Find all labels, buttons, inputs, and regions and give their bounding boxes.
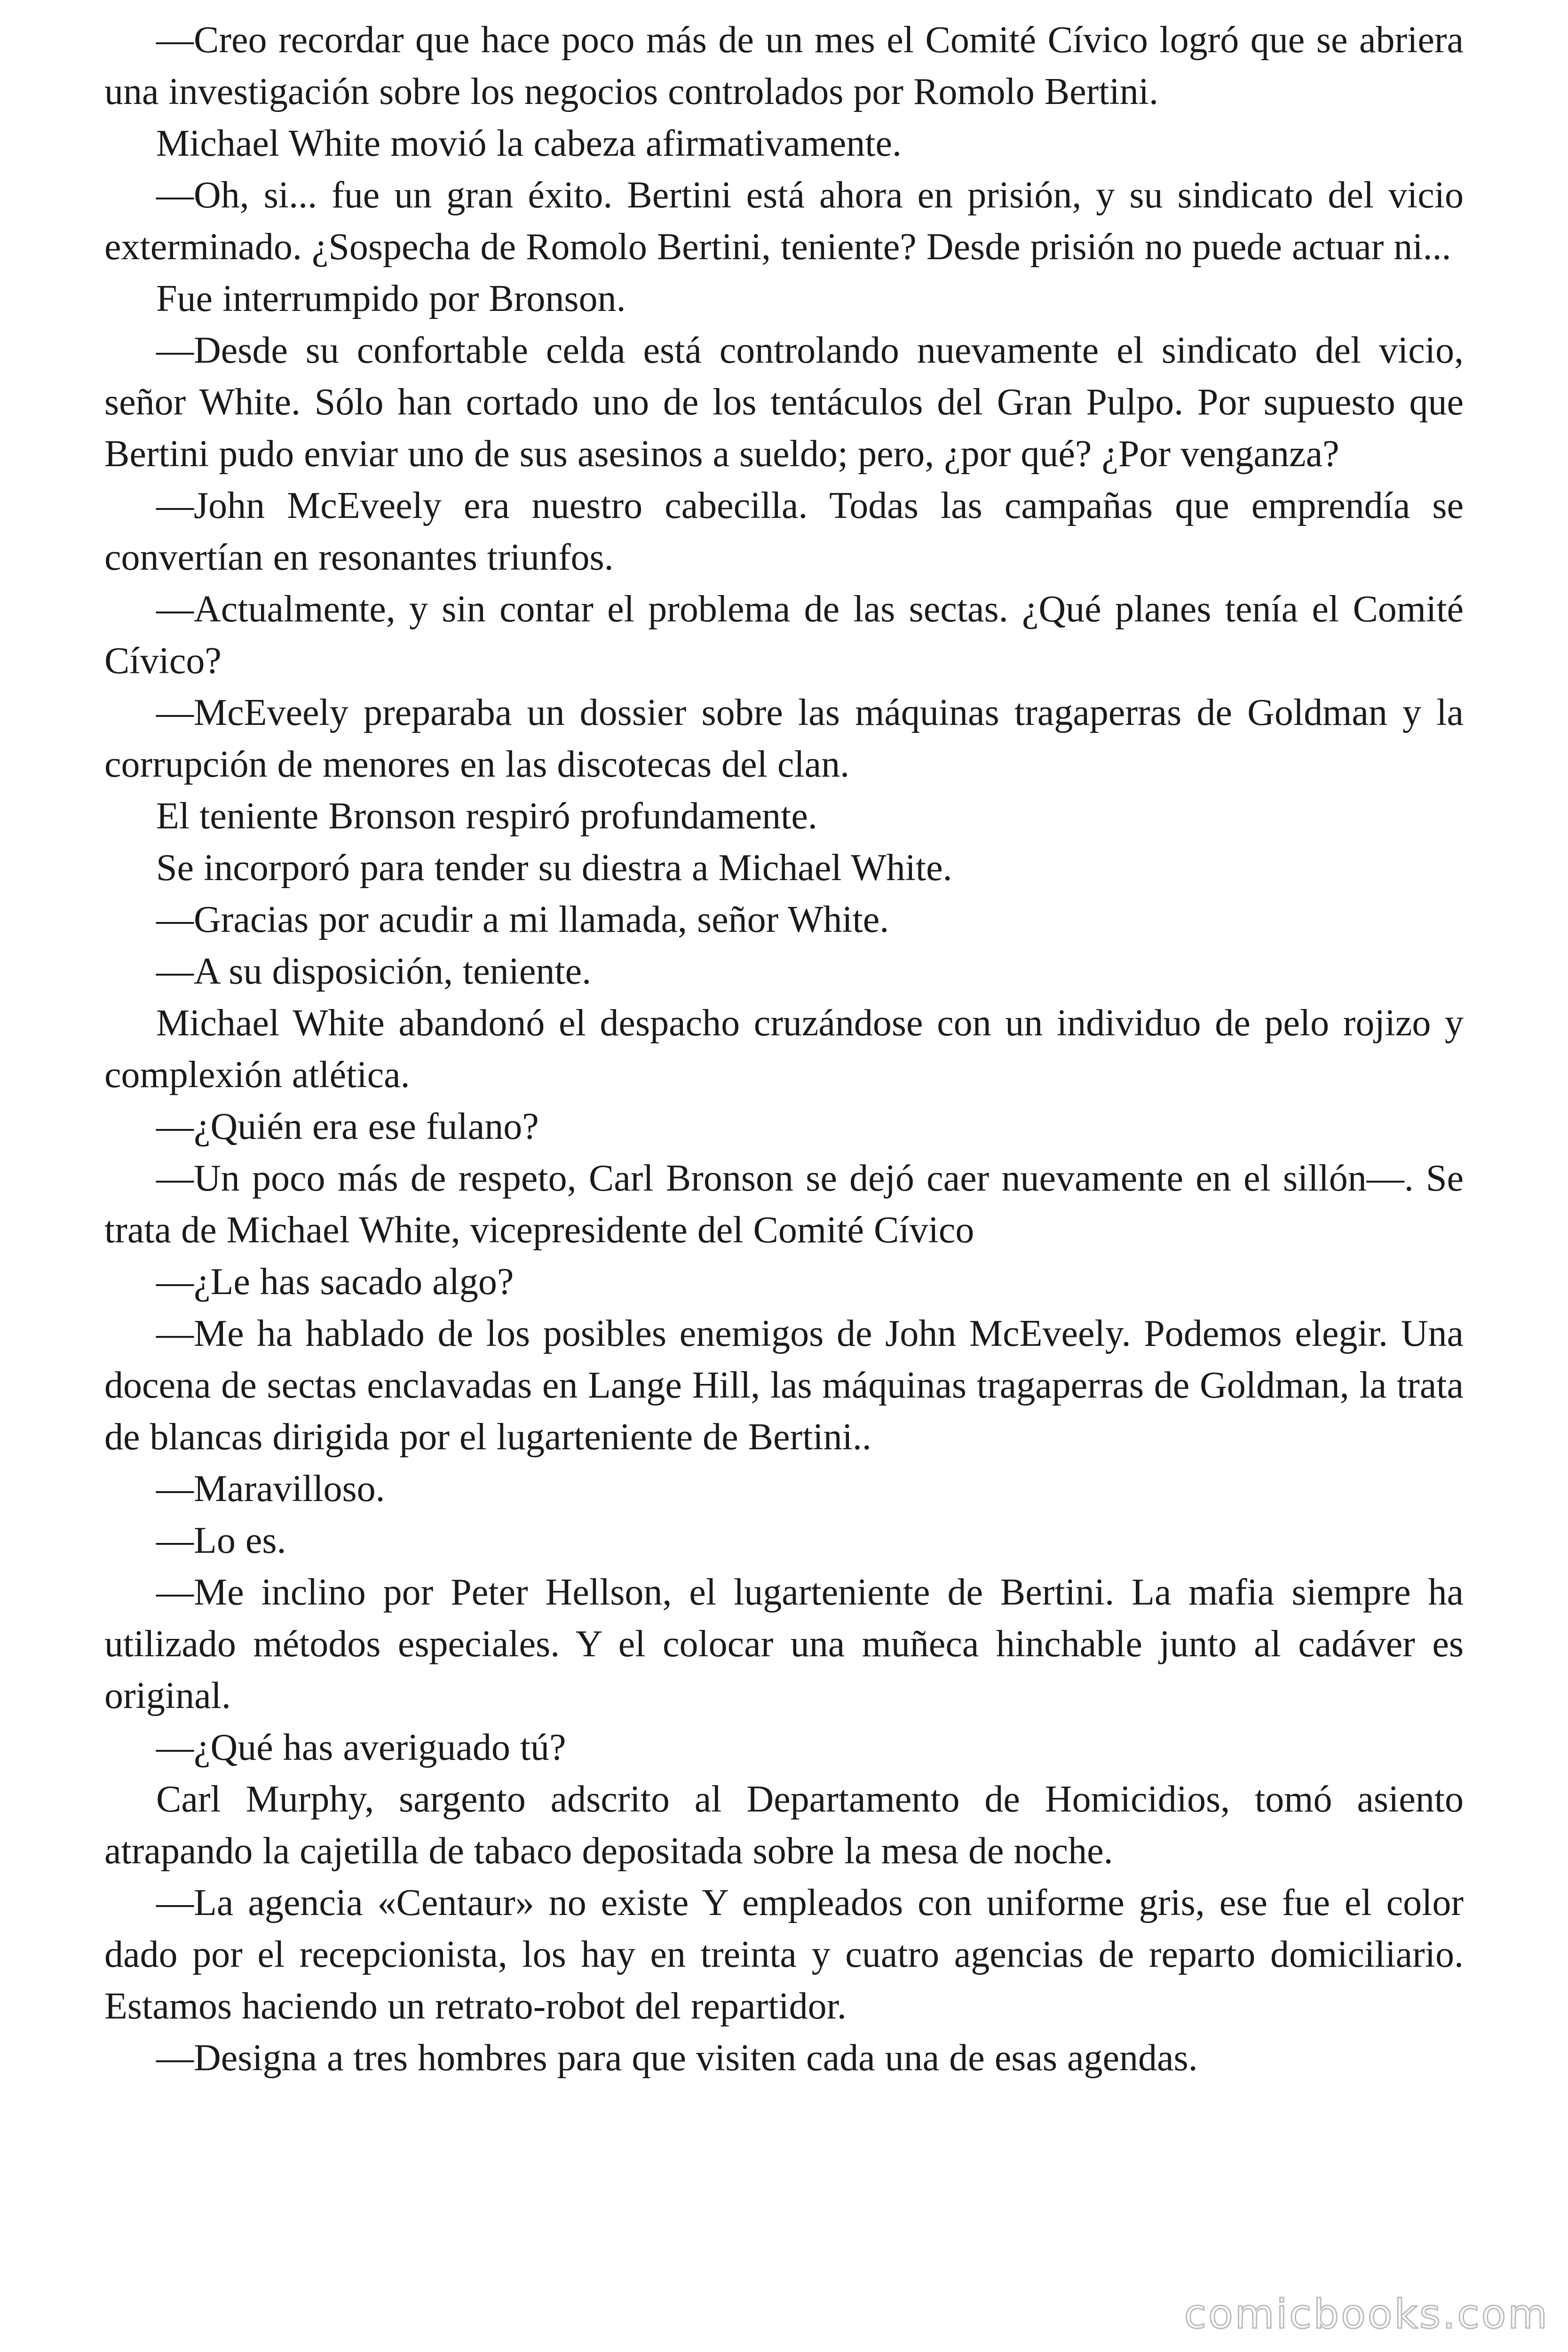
paragraph-22: Carl Murphy, sargento adscrito al Departamento de Homicidios, tomó asiento atrapando la cajetilla de tabaco depositada sobre la mesa de noche. bbox=[104, 1779, 1464, 1872]
paragraph-3: —Oh, si... fue un gran éxito. Bertini está ahora en prisión, y su sindicato del vicio exterminado. ¿Sospecha de Romolo Bertini, teniente? Desde prisión no puede actuar ni... bbox=[104, 175, 1464, 268]
page-text bbox=[104, 14, 1464, 2084]
paragraph-6: —John McEveely era nuestro cabecilla. Todas las campañas que emprendía se convertían en resonantes triunfos. bbox=[104, 485, 1464, 578]
watermark: comicbooks.com bbox=[1184, 2291, 1549, 2338]
paragraph-1: —Creo recordar que hace poco más de un mes el Comité Cívico logró que se abriera una investigación sobre los negocios controlados por Romolo Bertini. bbox=[104, 19, 1464, 112]
paragraph-13: Michael White abandonó el despacho cruzándose con un individuo de pelo rojizo y complexión atlética. bbox=[104, 1002, 1464, 1096]
paragraph-8: —McEveely preparaba un dossier sobre las máquinas tragaperras de Goldman y la corrupción de menores en las discotecas del clan. bbox=[104, 692, 1464, 785]
paragraph-15: —Un poco más de respeto, Carl Bronson se dejó caer nuevamente en el sillón—. Se trata de Michael White, vicepresidente del Comité Cívico bbox=[104, 1158, 1464, 1251]
paragraph-21: —¿Qué has averiguado tú? bbox=[156, 1727, 566, 1768]
paragraph-11: —Gracias por acudir a mi llamada, señor White. bbox=[156, 899, 889, 940]
paragraph-20: —Me inclino por Peter Hellson, el lugarteniente de Bertini. La mafia siempre ha utilizado métodos especiales. Y el colocar una muñeca hinchable junto al cadáver es original. bbox=[104, 1572, 1464, 1716]
paragraph-14: —¿Quién era ese fulano? bbox=[156, 1106, 539, 1147]
paragraph-10: Se incorporó para tender su diestra a Michael White. bbox=[156, 847, 952, 889]
paragraph-18: —Maravilloso. bbox=[156, 1468, 385, 1510]
paragraph-23: —La agencia «Centaur» no existe Y empleados con uniforme gris, ese fue el color dado por el recepcionista, los hay en treinta y cuatro agencias de reparto domiciliario. Estamos haciendo un retrato-robot del repartidor. bbox=[104, 1882, 1464, 2027]
paragraph-9: El teniente Bronson respiró profundamente. bbox=[156, 795, 817, 837]
paragraph-4: Fue interrumpido por Bronson. bbox=[156, 278, 626, 319]
book-page bbox=[104, 14, 1464, 2338]
paragraph-2: Michael White movió la cabeza afirmativamente. bbox=[156, 123, 902, 164]
paragraph-12: —A su disposición, teniente. bbox=[156, 951, 592, 992]
paragraph-24: —Designa a tres hombres para que visiten cada una de esas agendas. bbox=[156, 2037, 1198, 2079]
paragraph-5: —Desde su confortable celda está controlando nuevamente el sindicato del vicio, señor White. Sólo han cortado uno de los tentáculos del Gran Pulpo. Por supuesto que Bertini pudo enviar uno de sus asesinos a sueldo; pero, ¿por qué? ¿Por venganza? bbox=[104, 330, 1464, 475]
paragraph-16: —¿Le has sacado algo? bbox=[156, 1261, 514, 1303]
paragraph-7: —Actualmente, y sin contar el problema de las sectas. ¿Qué planes tenía el Comité Cívico? bbox=[104, 588, 1464, 682]
paragraph-19: —Lo es. bbox=[156, 1520, 286, 1561]
paragraph-17: —Me ha hablado de los posibles enemigos de John McEveely. Podemos elegir. Una docena de sectas enclavadas en Lange Hill, las máquinas tragaperras de Goldman, la trata de blancas dirigida por el lugarteniente de Bertini.. bbox=[104, 1313, 1464, 1458]
